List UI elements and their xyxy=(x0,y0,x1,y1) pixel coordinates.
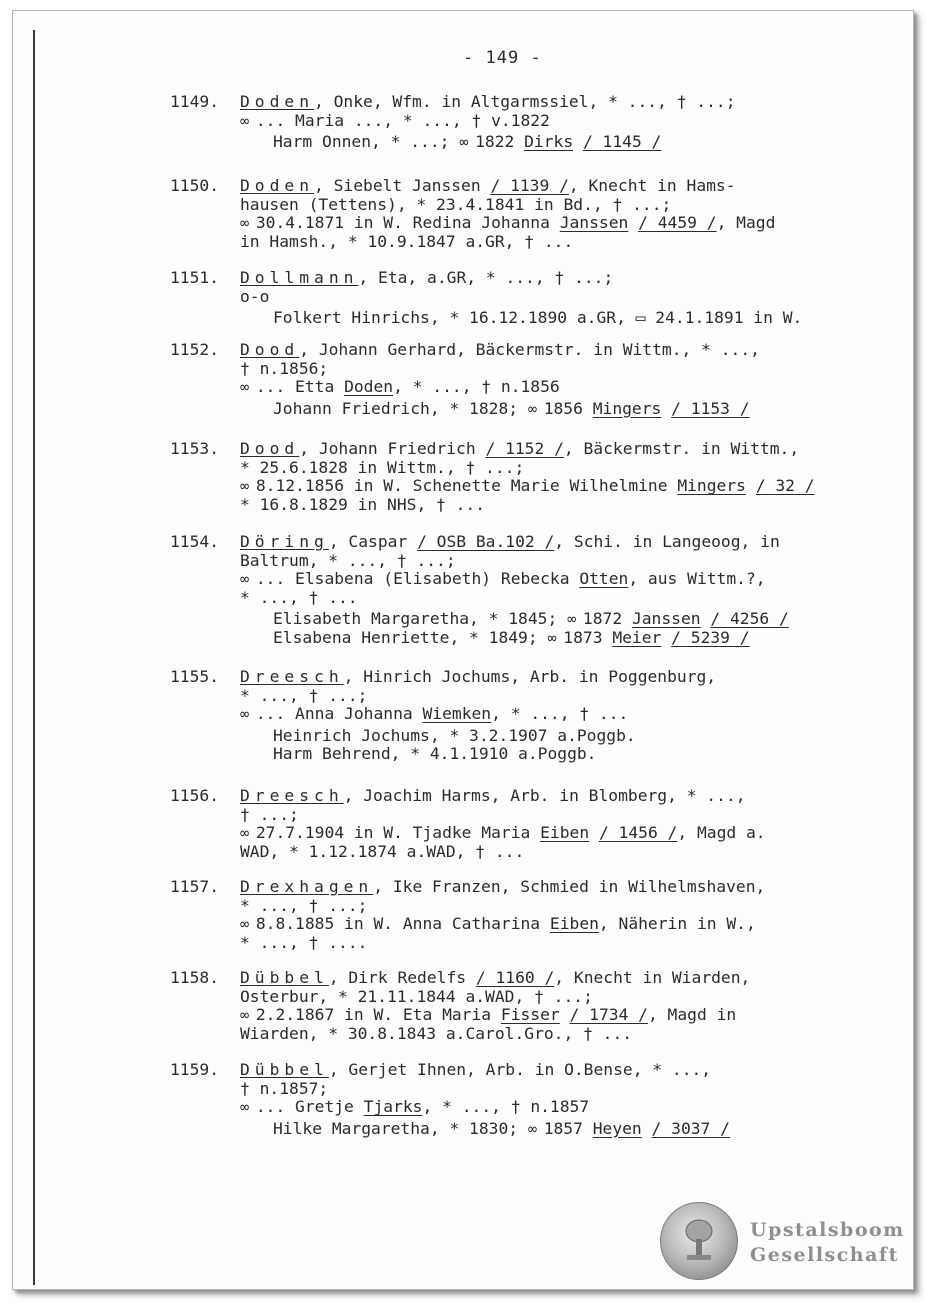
underlined-reference: / 1139 / xyxy=(490,176,569,195)
entry-number: 1158. xyxy=(170,968,220,987)
entry-text: Baltrum, * ..., † ...; xyxy=(240,550,456,570)
entry-text: 1873 xyxy=(553,627,613,647)
family-surname: Doden xyxy=(240,176,315,195)
entry-text xyxy=(628,213,638,232)
underlined-reference: Dirks xyxy=(524,132,574,151)
entry-text: hausen (Tettens), * 23.4.1841 in Bd., † ...; xyxy=(240,194,672,214)
child-line xyxy=(240,1120,890,1139)
entry-line xyxy=(240,1061,890,1080)
entry-text: , Dirk Redelfs xyxy=(328,968,476,987)
family-surname: Döring xyxy=(240,532,329,551)
entry-line xyxy=(240,112,890,131)
entry-number: 1157. xyxy=(170,877,220,896)
entry-text: † n.1856; xyxy=(240,358,329,378)
entry-text: , Eta, a.GR, * ..., † ...; xyxy=(358,268,614,287)
entry-number: 1156. xyxy=(170,786,220,805)
underlined-reference: Heyen xyxy=(592,1118,642,1138)
entry-number: 1150. xyxy=(170,176,220,195)
entry-body xyxy=(240,269,890,328)
society-name xyxy=(750,1218,905,1268)
entry-line xyxy=(240,1006,890,1025)
underlined-reference: / 1145 / xyxy=(582,132,662,151)
marriage-symbol-icon: ∞ xyxy=(567,610,574,628)
entry-text: Harm Behrend, * 4.1.1910 a.Poggb. xyxy=(273,744,597,763)
underlined-reference: Otten xyxy=(579,569,629,588)
entry-number: 1159. xyxy=(170,1060,220,1079)
family-surname: Dood xyxy=(240,340,300,359)
entry-line xyxy=(240,988,890,1007)
underlined-reference: / 1456 / xyxy=(598,823,678,842)
underlined-reference: / OSB Ba.102 / xyxy=(417,532,555,551)
entry-text: Hilke Margaretha, * 1830; xyxy=(273,1118,528,1138)
entry-line xyxy=(240,177,890,196)
entry-text: † ...; xyxy=(240,804,299,824)
entry-line xyxy=(240,1025,890,1044)
marriage-symbol-icon: ∞ xyxy=(527,1119,534,1138)
entry-text: Elsabena Henriette, * 1849; xyxy=(273,627,548,647)
child-line xyxy=(240,745,890,764)
entry-line xyxy=(240,934,890,953)
child-line xyxy=(240,610,890,629)
entry-text: 1856 xyxy=(533,398,593,418)
entry-text: Folkert Hinrichs, * 16.12.1890 a.GR, ▭ 24.1.1891 in W. xyxy=(273,308,803,327)
entry-body xyxy=(240,93,890,152)
entry-line xyxy=(240,214,890,233)
entry-text: * ..., † ...; xyxy=(240,895,368,915)
underlined-reference: / 32 / xyxy=(755,476,815,495)
entry-line xyxy=(240,233,890,252)
entry-line xyxy=(240,915,890,934)
entry-text: 27.7.1904 in W. Tjadke Maria xyxy=(246,823,541,842)
underlined-reference: / 4256 / xyxy=(710,609,789,628)
entry-text: * 16.8.1829 in NHS, † ... xyxy=(240,494,486,514)
marriage-symbol-icon: ∞ xyxy=(240,824,247,842)
family-surname: Doden xyxy=(240,92,315,111)
entry-number: 1153. xyxy=(170,439,220,458)
entry-text: , Gerjet Ihnen, Arb. in O.Bense, * ..., xyxy=(328,1060,712,1079)
marriage-symbol-icon: ∞ xyxy=(240,915,247,933)
entry-text xyxy=(589,823,599,842)
entry-line xyxy=(240,459,890,478)
entry-text: ... Gretje xyxy=(246,1097,364,1116)
entry-text: ... Elsabena (Elisabeth) Rebecka xyxy=(246,569,580,588)
family-surname: Dollmann xyxy=(240,268,359,287)
underlined-reference: Janssen xyxy=(559,213,629,232)
entry-text: Heinrich Jochums, * 3.2.1907 a.Poggb. xyxy=(273,725,636,745)
family-surname: Drexhagen xyxy=(240,877,374,896)
entry-line xyxy=(240,378,890,397)
entry-text: † n.1857; xyxy=(240,1078,329,1098)
entry-text: , Magd xyxy=(716,213,776,232)
entry-line xyxy=(240,196,890,215)
entry-text: , Magd a. xyxy=(677,823,766,842)
marriage-symbol-icon: ∞ xyxy=(547,628,554,647)
underlined-reference: Mingers xyxy=(592,398,662,418)
entry-body xyxy=(240,440,890,514)
entry-text: , Johann Gerhard, Bäckermstr. in Wittm., * ..., xyxy=(299,340,760,359)
tree-emblem-icon xyxy=(683,1217,715,1263)
entry-text: Wiarden, * 30.8.1843 a.Carol.Gro., † ... xyxy=(240,1023,633,1043)
entry-text: Johann Friedrich, * 1828; xyxy=(273,398,528,418)
entry-text: in Hamsh., * 10.9.1847 a.GR, † ... xyxy=(240,231,574,251)
underlined-reference: Mingers xyxy=(677,476,746,495)
underlined-reference: / 4459 / xyxy=(638,213,717,232)
entry-line xyxy=(240,552,890,571)
entry-text: Harm Onnen, * ...; xyxy=(273,132,460,151)
marriage-symbol-icon: ∞ xyxy=(240,378,247,396)
child-line xyxy=(240,309,890,328)
entry-number: 1151. xyxy=(170,268,220,287)
entry-text: , Hinrich Jochums, Arb. in Poggenburg, xyxy=(343,667,717,686)
entry-text xyxy=(661,628,671,647)
entry-line xyxy=(240,360,890,379)
entry-text xyxy=(642,1119,652,1138)
entry-text: , Joachim Harms, Arb. in Blomberg, * ..., xyxy=(343,786,746,805)
entry-line xyxy=(240,589,890,608)
entry-text xyxy=(701,609,711,628)
entry-line xyxy=(240,668,890,687)
underlined-reference: / 3037 / xyxy=(651,1118,730,1138)
underlined-reference: Meier xyxy=(612,627,662,647)
underlined-reference: Fisser xyxy=(500,1005,560,1024)
marriage-symbol-icon: ∞ xyxy=(240,1098,247,1116)
entry-line xyxy=(240,806,890,825)
entry-line xyxy=(240,93,890,112)
entry-text: * 25.6.1828 in Wittm., † ...; xyxy=(240,457,525,477)
entry-text: 1822 xyxy=(465,132,525,151)
entry-text: * ..., † .... xyxy=(240,932,368,952)
underlined-reference: / 1152 / xyxy=(485,439,564,458)
marriage-symbol-icon: ∞ xyxy=(240,477,247,495)
entry-text: Elisabeth Margaretha, * 1845; xyxy=(273,609,568,628)
entry-line xyxy=(240,496,890,515)
entry-text: ... Maria ..., * ..., † v.1822 xyxy=(246,110,550,130)
entry-text: 30.4.1871 in W. Redina Johanna xyxy=(246,213,560,232)
entry-text: 1857 xyxy=(533,1118,593,1138)
entry-number: 1155. xyxy=(170,667,220,686)
entry-line xyxy=(240,843,890,862)
marriage-symbol-icon: ∞ xyxy=(459,133,466,151)
entry-body xyxy=(240,787,890,861)
entry-line xyxy=(240,878,890,897)
entry-text: WAD, * 1.12.1874 a.WAD, † ... xyxy=(240,841,525,861)
entry-line xyxy=(240,1080,890,1099)
child-line xyxy=(240,629,890,648)
entry-text: , * ..., † ... xyxy=(491,704,629,723)
entry-text: , Näherin in W., xyxy=(598,914,756,933)
entry-text: , Knecht in Hams- xyxy=(568,176,736,195)
entry-text xyxy=(746,476,756,495)
underlined-reference: / 1153 / xyxy=(671,398,750,418)
entry-number: 1154. xyxy=(170,532,220,551)
entry-text: , * ..., † n.1856 xyxy=(393,377,560,396)
entry-body xyxy=(240,341,890,418)
marriage-symbol-icon: ∞ xyxy=(240,111,247,130)
entry-line xyxy=(240,687,890,706)
entry-text: , Ike Franzen, Schmied in Wilhelmshaven, xyxy=(373,877,766,896)
entry-text: 8.12.1856 in W. Schenette Marie Wilhelmine xyxy=(246,476,678,495)
society-name-line2: Gesellschaft xyxy=(750,1244,899,1266)
underlined-reference: Janssen xyxy=(631,609,701,628)
underlined-reference: / 5239 / xyxy=(671,627,750,647)
underlined-reference: Wiemken xyxy=(422,704,492,723)
marriage-symbol-icon: ∞ xyxy=(240,1006,247,1024)
underlined-reference: Eiben xyxy=(549,914,599,933)
entry-line xyxy=(240,969,890,988)
entry-text xyxy=(573,132,583,151)
entry-text: * ..., † ...; xyxy=(240,685,368,705)
entry-line xyxy=(240,533,890,552)
entry-text: , Bäckermstr. in Wittm., xyxy=(563,439,800,458)
entry-text: , * ..., † n.1857 xyxy=(422,1097,590,1116)
entry-text: , Schi. in Langeoog, in xyxy=(554,532,780,551)
underlined-reference: / 1734 / xyxy=(569,1005,648,1024)
underlined-reference: Tjarks xyxy=(363,1097,423,1116)
child-line xyxy=(240,133,890,152)
society-name-line1: Upstalsboom xyxy=(750,1219,905,1241)
entry-line xyxy=(240,341,890,360)
family-surname: Dreesch xyxy=(240,786,344,805)
margin-line xyxy=(33,30,35,1285)
marriage-symbol-icon: ∞ xyxy=(240,705,247,723)
entry-line xyxy=(240,1098,890,1117)
entry-body xyxy=(240,668,890,764)
family-surname: Dreesch xyxy=(240,667,344,686)
underlined-reference: Eiben xyxy=(540,823,590,842)
entry-text: , Johann Friedrich xyxy=(299,439,486,458)
entry-text xyxy=(661,399,671,418)
entry-body xyxy=(240,533,890,647)
family-surname: Dübbel xyxy=(240,968,329,987)
entry-body xyxy=(240,177,890,251)
entry-line xyxy=(240,570,890,589)
entry-body xyxy=(240,878,890,952)
entry-number: 1152. xyxy=(170,340,220,359)
entry-text: , Magd in xyxy=(647,1005,737,1024)
underlined-reference: Doden xyxy=(344,377,394,396)
entry-line xyxy=(240,477,890,496)
entry-text: , Knecht in Wiarden, xyxy=(554,968,751,987)
entry-text xyxy=(560,1005,570,1024)
entry-text: * ..., † ... xyxy=(240,587,358,607)
entry-line xyxy=(240,288,890,307)
entry-text: Osterbur, * 21.11.1844 a.WAD, † ...; xyxy=(240,986,593,1006)
entry-text: , Caspar xyxy=(328,532,418,551)
entry-line xyxy=(240,705,890,724)
family-surname: Dübbel xyxy=(240,1060,329,1079)
entry-line xyxy=(240,440,890,459)
entry-line xyxy=(240,824,890,843)
underlined-reference: / 1160 / xyxy=(475,968,555,987)
child-line xyxy=(240,727,890,746)
page-number: - 149 - xyxy=(463,48,542,68)
entry-number: 1149. xyxy=(170,92,220,111)
entry-text: 8.8.1885 in W. Anna Catharina xyxy=(246,914,550,933)
entry-text: , aus Wittm.?, xyxy=(628,569,766,588)
society-seal xyxy=(660,1202,738,1280)
family-surname: Dood xyxy=(240,439,300,458)
marriage-symbol-icon: ∞ xyxy=(240,570,247,588)
entry-text: , Onke, Wfm. in Altgarmssiel, * ..., † ...; xyxy=(314,92,736,111)
child-line xyxy=(240,400,890,419)
entry-text: 1872 xyxy=(573,609,632,628)
marriage-symbol-icon: ∞ xyxy=(527,399,534,418)
entry-text: ... Anna Johanna xyxy=(246,704,423,723)
entry-body xyxy=(240,969,890,1043)
entry-text: 2.2.1867 in W. Eta Maria xyxy=(246,1005,501,1024)
marriage-symbol-icon: ∞ xyxy=(240,214,247,232)
entry-text: o-o xyxy=(240,286,270,306)
entry-line xyxy=(240,897,890,916)
entry-text: ... Etta xyxy=(246,377,345,396)
entry-line xyxy=(240,269,890,288)
entry-line xyxy=(240,787,890,806)
entry-body xyxy=(240,1061,890,1138)
entry-text: , Siebelt Janssen xyxy=(314,176,491,195)
